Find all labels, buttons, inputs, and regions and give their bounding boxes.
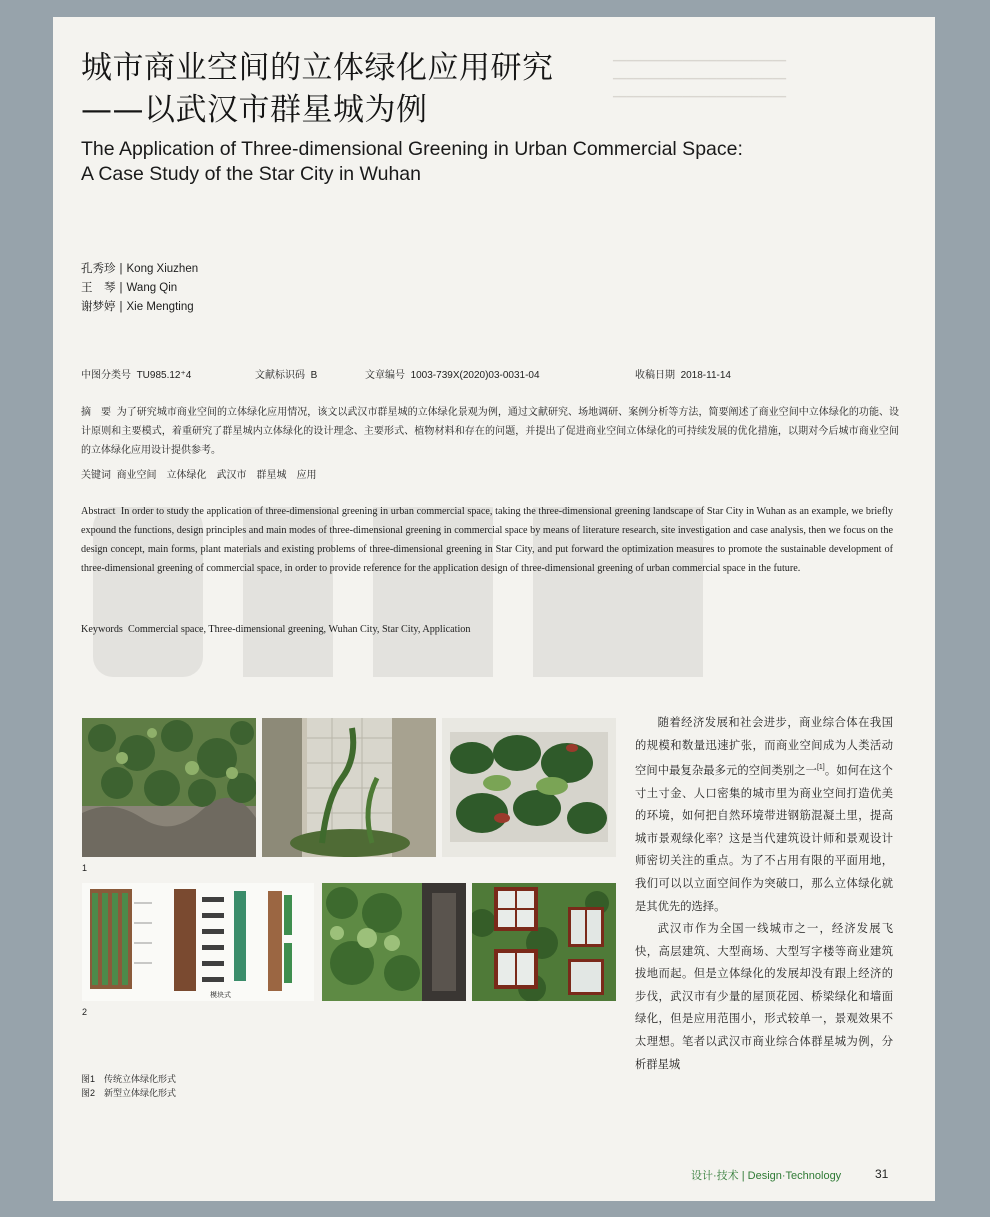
author-cn: 孔秀珍 <box>81 263 116 275</box>
abstract-chinese <box>81 403 899 460</box>
paragraph-1-text: 随着经济发展和社会进步，商业综合体在我国的规模和数量迅速扩张，而商业空间成为人类活动空间中最复杂最多元的空间类别之一 <box>635 717 893 777</box>
author-en: Wang Qin <box>126 282 178 294</box>
abstract-english <box>81 502 893 578</box>
abstract-en-label: Abstract <box>81 506 116 517</box>
keywords-cn-text: 商业空间 立体绿化 武汉市 群星城 应用 <box>116 470 317 481</box>
article-number-field <box>365 366 635 381</box>
fig1-photo-ivy-wall <box>82 718 256 857</box>
fig1-photo-vine-column <box>262 718 436 857</box>
article-number-value: 1003-739X(2020)03-0031-04 <box>410 370 540 381</box>
doc-code-value: B <box>310 370 318 381</box>
keywords-en-label: Keywords <box>81 624 123 635</box>
author-list <box>81 260 198 317</box>
fig1-photo-planter-wall <box>442 718 616 857</box>
reference-marker: [1] <box>816 764 825 772</box>
clc-value: TU985.12⁺4 <box>136 370 192 381</box>
keywords-en-text: Commercial space, Three-dimensional greening, Wuhan City, Star City, Application <box>127 624 471 635</box>
separator: | <box>119 263 123 275</box>
abstract-en-text: In order to study the application of three-dimensional greening in urban commercial space, taking the three-dimensional greening landscape of Star City in Wuhan as an example, we briefly expound the functions, design principles and main modes of three-dimensional greening in commercial space by means of literature research, site investigation and case analysis, then we focus on the design concept, main forms, plant materials and existing problems of three-dimensional greening in Star City, and put forward the optimization measures to promote the sustainable development of three-dimensional greening of commercial space, in order to provide reference for the application design of three-dimensional greening of urban commercial space in the future. <box>81 506 894 574</box>
title-cn-line1: 城市商业空间的立体绿化应用研究 <box>81 50 554 86</box>
author-row <box>81 260 198 279</box>
article-meta <box>81 366 861 381</box>
module-stack <box>90 889 132 989</box>
doc-code-field <box>255 366 365 381</box>
received-date-field <box>635 366 731 381</box>
figure1-number: 1 <box>82 863 88 873</box>
author-row <box>81 298 198 317</box>
keywords-cn-label: 关键词 <box>81 470 111 481</box>
figure2-number: 2 <box>82 1007 88 1017</box>
author-cn: 谢梦婷 <box>81 301 116 313</box>
author-en: Xie Mengting <box>126 301 194 313</box>
journal-page <box>53 17 935 1201</box>
separator: | <box>119 301 123 313</box>
body-text-column <box>635 712 893 1076</box>
doc-code-label: 文献标识码 <box>255 370 305 381</box>
keywords-chinese <box>81 466 317 481</box>
keywords-english <box>81 624 470 635</box>
paragraph-1-rest: 。如何在这个寸土寸金、人口密集的城市里为商业空间打造优美的环境，如何把自然环境带进钢筋混凝土里，提高城市景观绿化率？这是当代建筑设计师和景观设计师密切关注的重点。为了不占用有限的平面用地，我们可以以立面空间作为突破口，那么立体绿化就是其优先的选择。 <box>635 764 893 913</box>
caption-figure2: 图2 新型立体绿化形式 <box>81 1088 177 1098</box>
body-paragraph-2: 武汉市作为全国一线城市之一，经济发展飞快，高层建筑、大型商场、大型写字楼等商业建筑拔地而起。但是立体绿化的发展却没有跟上经济的步伐，武汉市有少量的屋顶花园、桥梁绿化和墙面绿化，但是应用范围小，形式较单一，景观效果不太理想。笔者以武汉市商业综合体群星城为例，分析群星城 <box>635 923 893 1071</box>
body-paragraph-1 <box>635 712 893 918</box>
author-en: Kong Xiuzhen <box>126 263 199 275</box>
title-en-line1: The Application of Three-dimensional Greening in Urban Commercial Space: <box>81 138 743 160</box>
abstract-cn-text: 为了研究城市商业空间的立体绿化应用情况，该文以武汉市群星城的立体绿化景观为例，通过文献研究、场地调研、案例分析等方法，简要阐述了商业空间中立体绿化的功能、设计原则和主要模式，着重研究了群星城内立体绿化的设计理念、主要形式、植物材料和存在的问题，并提出了促进商业空间立体绿化的可持续发展的优化措施，以期对今后城市商业空间的立体绿化应用设计提供参考。 <box>81 407 900 456</box>
title-english <box>81 137 743 187</box>
title-cn-line2: ——以武汉市群星城为例 <box>81 92 428 128</box>
caption-figure1: 图1 传统立体绿化形式 <box>81 1074 177 1084</box>
received-date-label: 收稿日期 <box>635 370 675 381</box>
figure-captions <box>81 1072 176 1100</box>
author-cn: 王 琴 <box>81 282 116 294</box>
clc-field <box>81 366 255 381</box>
received-date-value: 2018-11-14 <box>680 370 731 381</box>
fig2-photo-green-wall <box>322 883 466 1001</box>
fig2-module-diagram <box>82 883 314 1001</box>
clc-label: 中图分类号 <box>81 370 131 381</box>
title-chinese <box>81 47 554 131</box>
fig2-photo-window-wall <box>472 883 616 1001</box>
bleed-through-text: ▁▁▁▁▁▁▁▁▁▁▁▁▁▁▁▁▁▁▁▁▁▁▁▁▁ ▁▁▁▁▁▁▁▁▁▁▁▁▁▁▁▁▁▁▁▁▁▁▁▁▁ ▁▁▁▁▁▁▁▁▁▁▁▁▁▁▁▁▁▁▁▁▁▁▁▁▁ <box>613 51 787 97</box>
separator: | <box>119 282 123 294</box>
page-number: 31 <box>875 1167 889 1181</box>
title-en-line2: A Case Study of the Star City in Wuhan <box>81 163 421 185</box>
article-number-label: 文章编号 <box>365 370 405 381</box>
running-footer-section: 设计·技术 | Design·Technology <box>691 1170 842 1182</box>
diagram-label: 模块式 <box>210 991 231 999</box>
abstract-cn-label: 摘 要 <box>81 407 112 418</box>
author-row <box>81 279 198 298</box>
